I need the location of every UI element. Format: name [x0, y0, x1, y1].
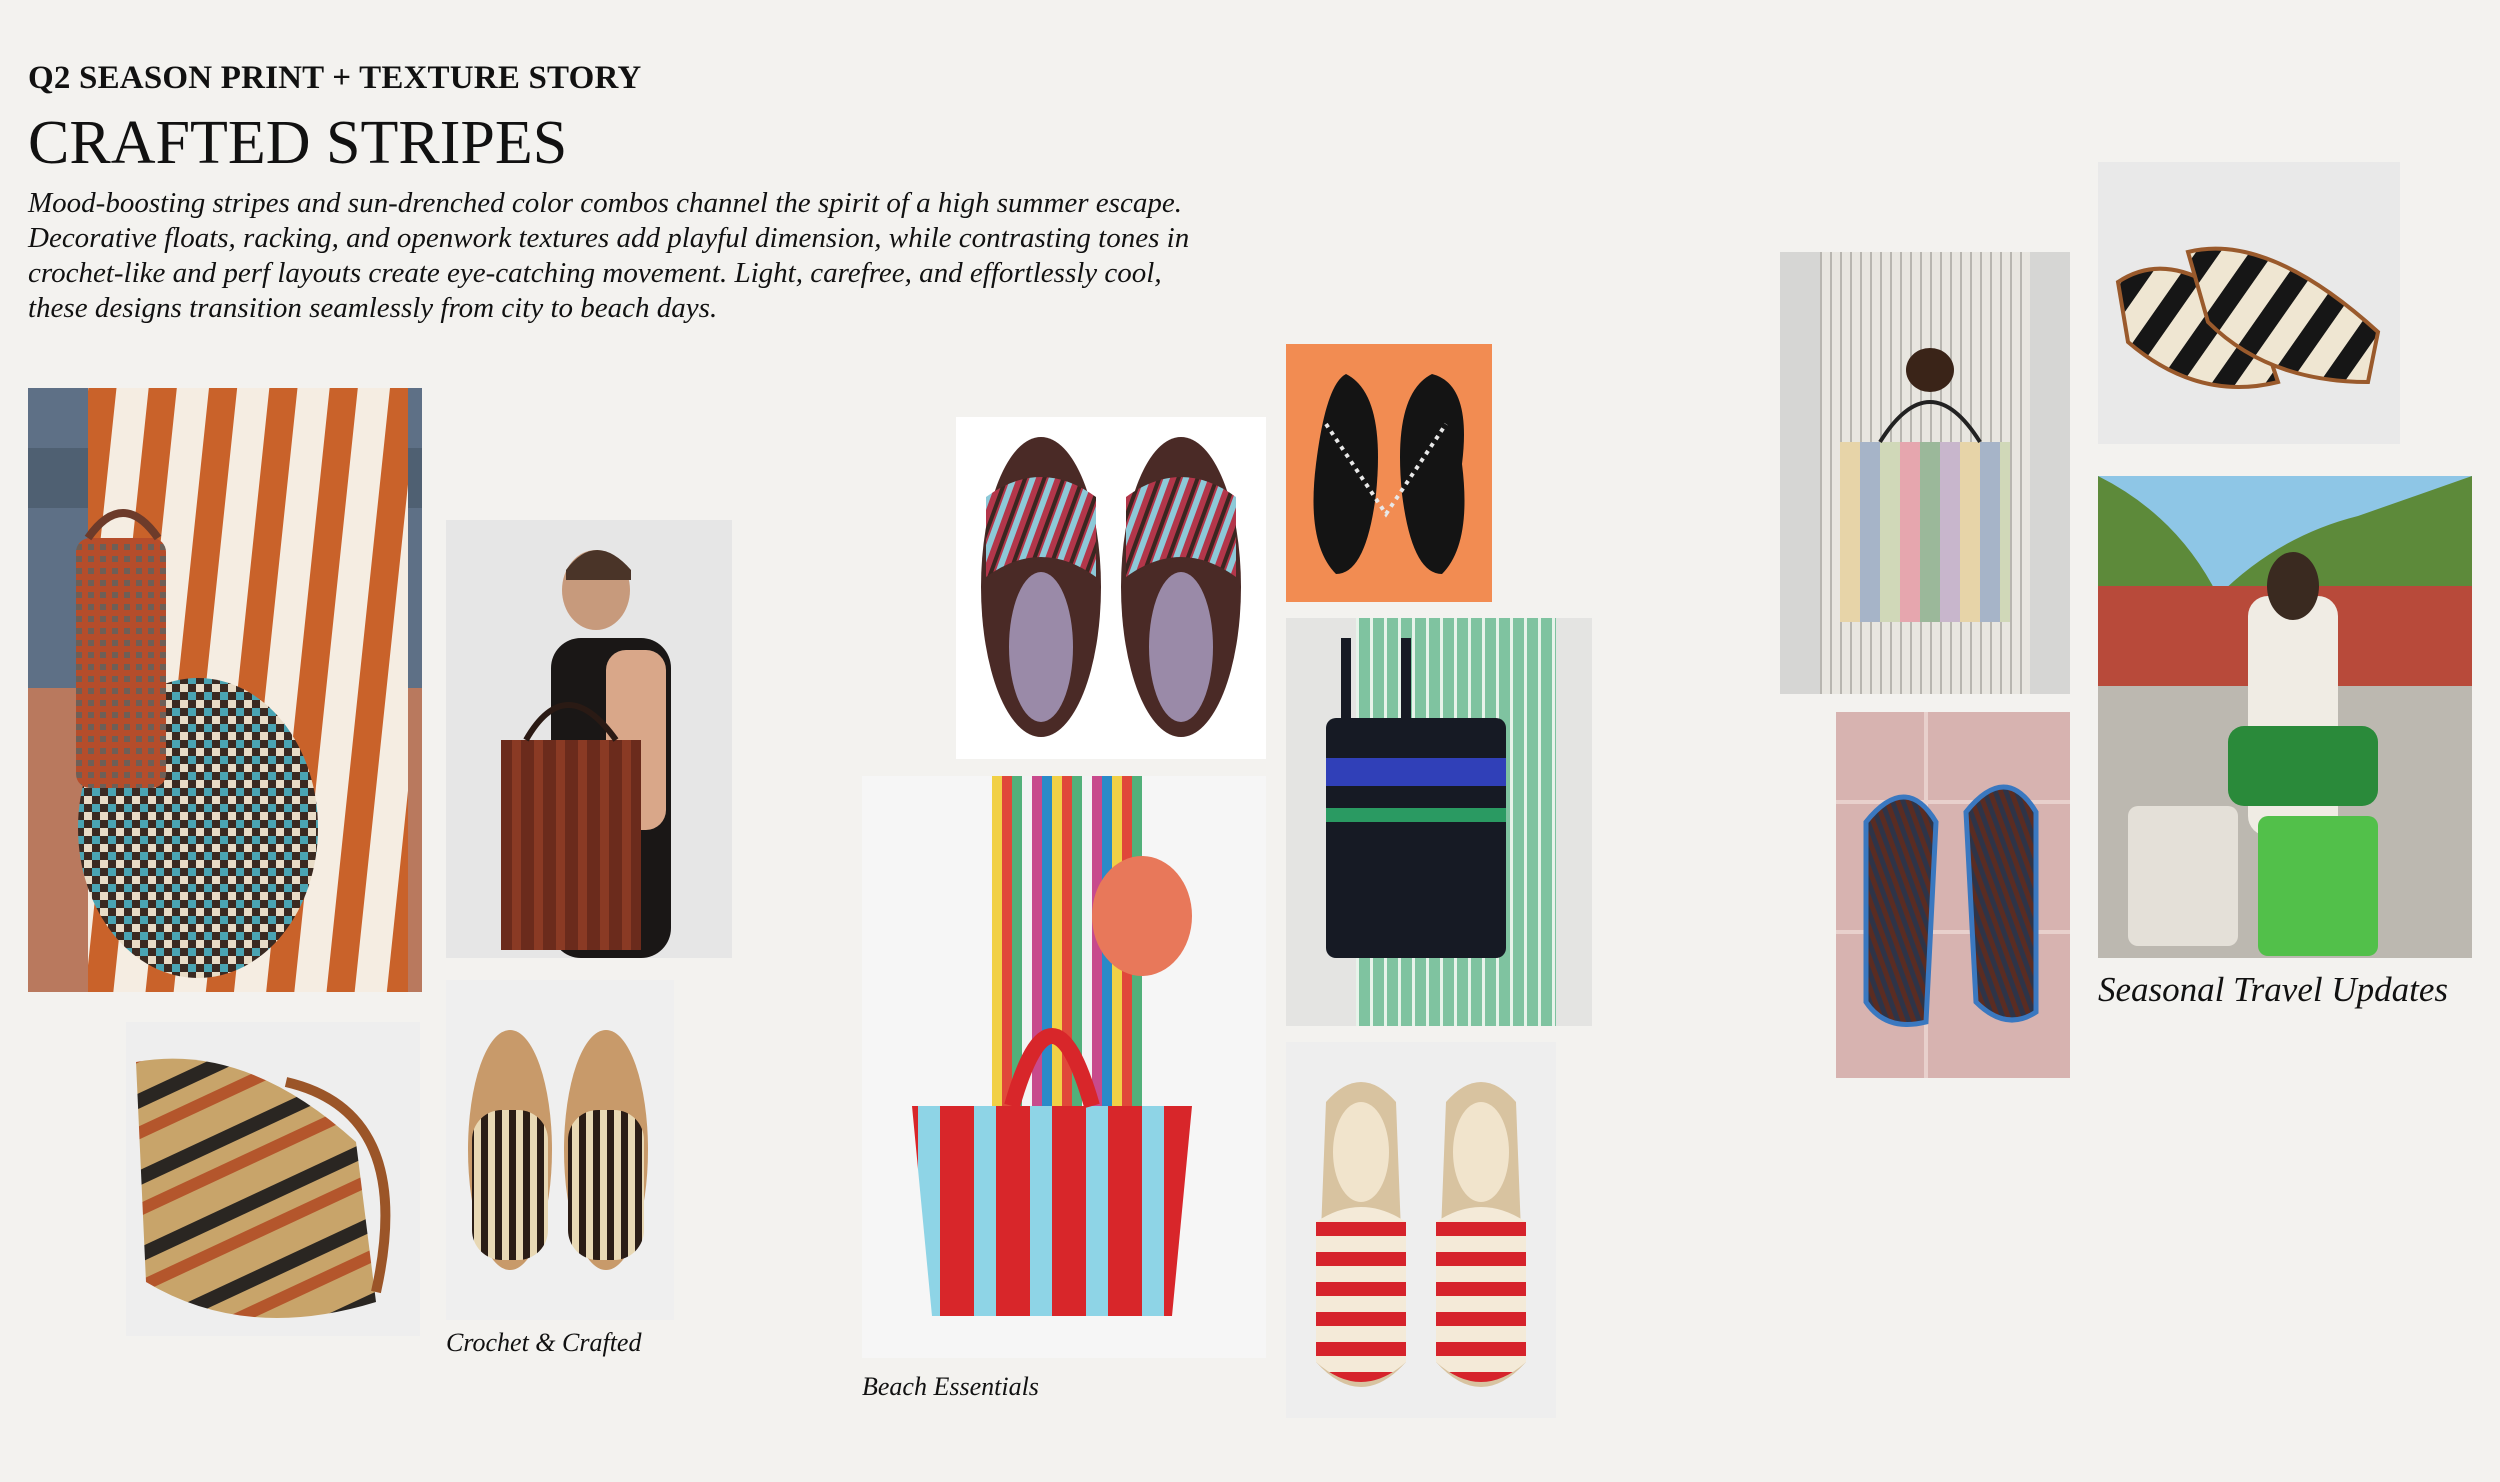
- photo-striped-pants-bag: [28, 388, 422, 992]
- photo-beaded-thongs: [1286, 344, 1492, 602]
- photo-travel-bags: [2098, 476, 2472, 958]
- photo-red-blue-tote: [862, 776, 1266, 1358]
- description-paragraph: Mood-boosting stripes and sun-drenched color combos channel the spirit of a high summer escape. Decorative floats, racking, and openwork textures add playful dimension, while contrasting tones in crochet-like and perf layouts create eye-catching movement. Light, carefree, and effortlessly cool, these designs transition seamlessly from city to beach days.: [28, 187, 1190, 324]
- photo-red-espadrilles: [1286, 1042, 1556, 1418]
- photo-model-tote: [446, 520, 732, 958]
- caption-crochet: Crochet & Crafted: [446, 1328, 642, 1357]
- photo-mary-janes: [1836, 712, 2070, 1078]
- photo-crochet-sandals: [446, 980, 674, 1320]
- photo-navy-crochet-tote: [1286, 618, 1592, 1026]
- kicker-heading: Q2 SEASON PRINT + TEXTURE STORY: [28, 60, 642, 96]
- photo-stripe-slides: [956, 417, 1266, 759]
- photo-woven-bag: [126, 1022, 420, 1336]
- photo-stripe-loafers: [2098, 162, 2400, 444]
- caption-beach: Beach Essentials: [862, 1372, 1039, 1401]
- page-title: CRAFTED STRIPES: [28, 109, 568, 177]
- photo-pastel-tote: [1780, 252, 2070, 694]
- caption-travel: Seasonal Travel Updates: [2098, 970, 2448, 1009]
